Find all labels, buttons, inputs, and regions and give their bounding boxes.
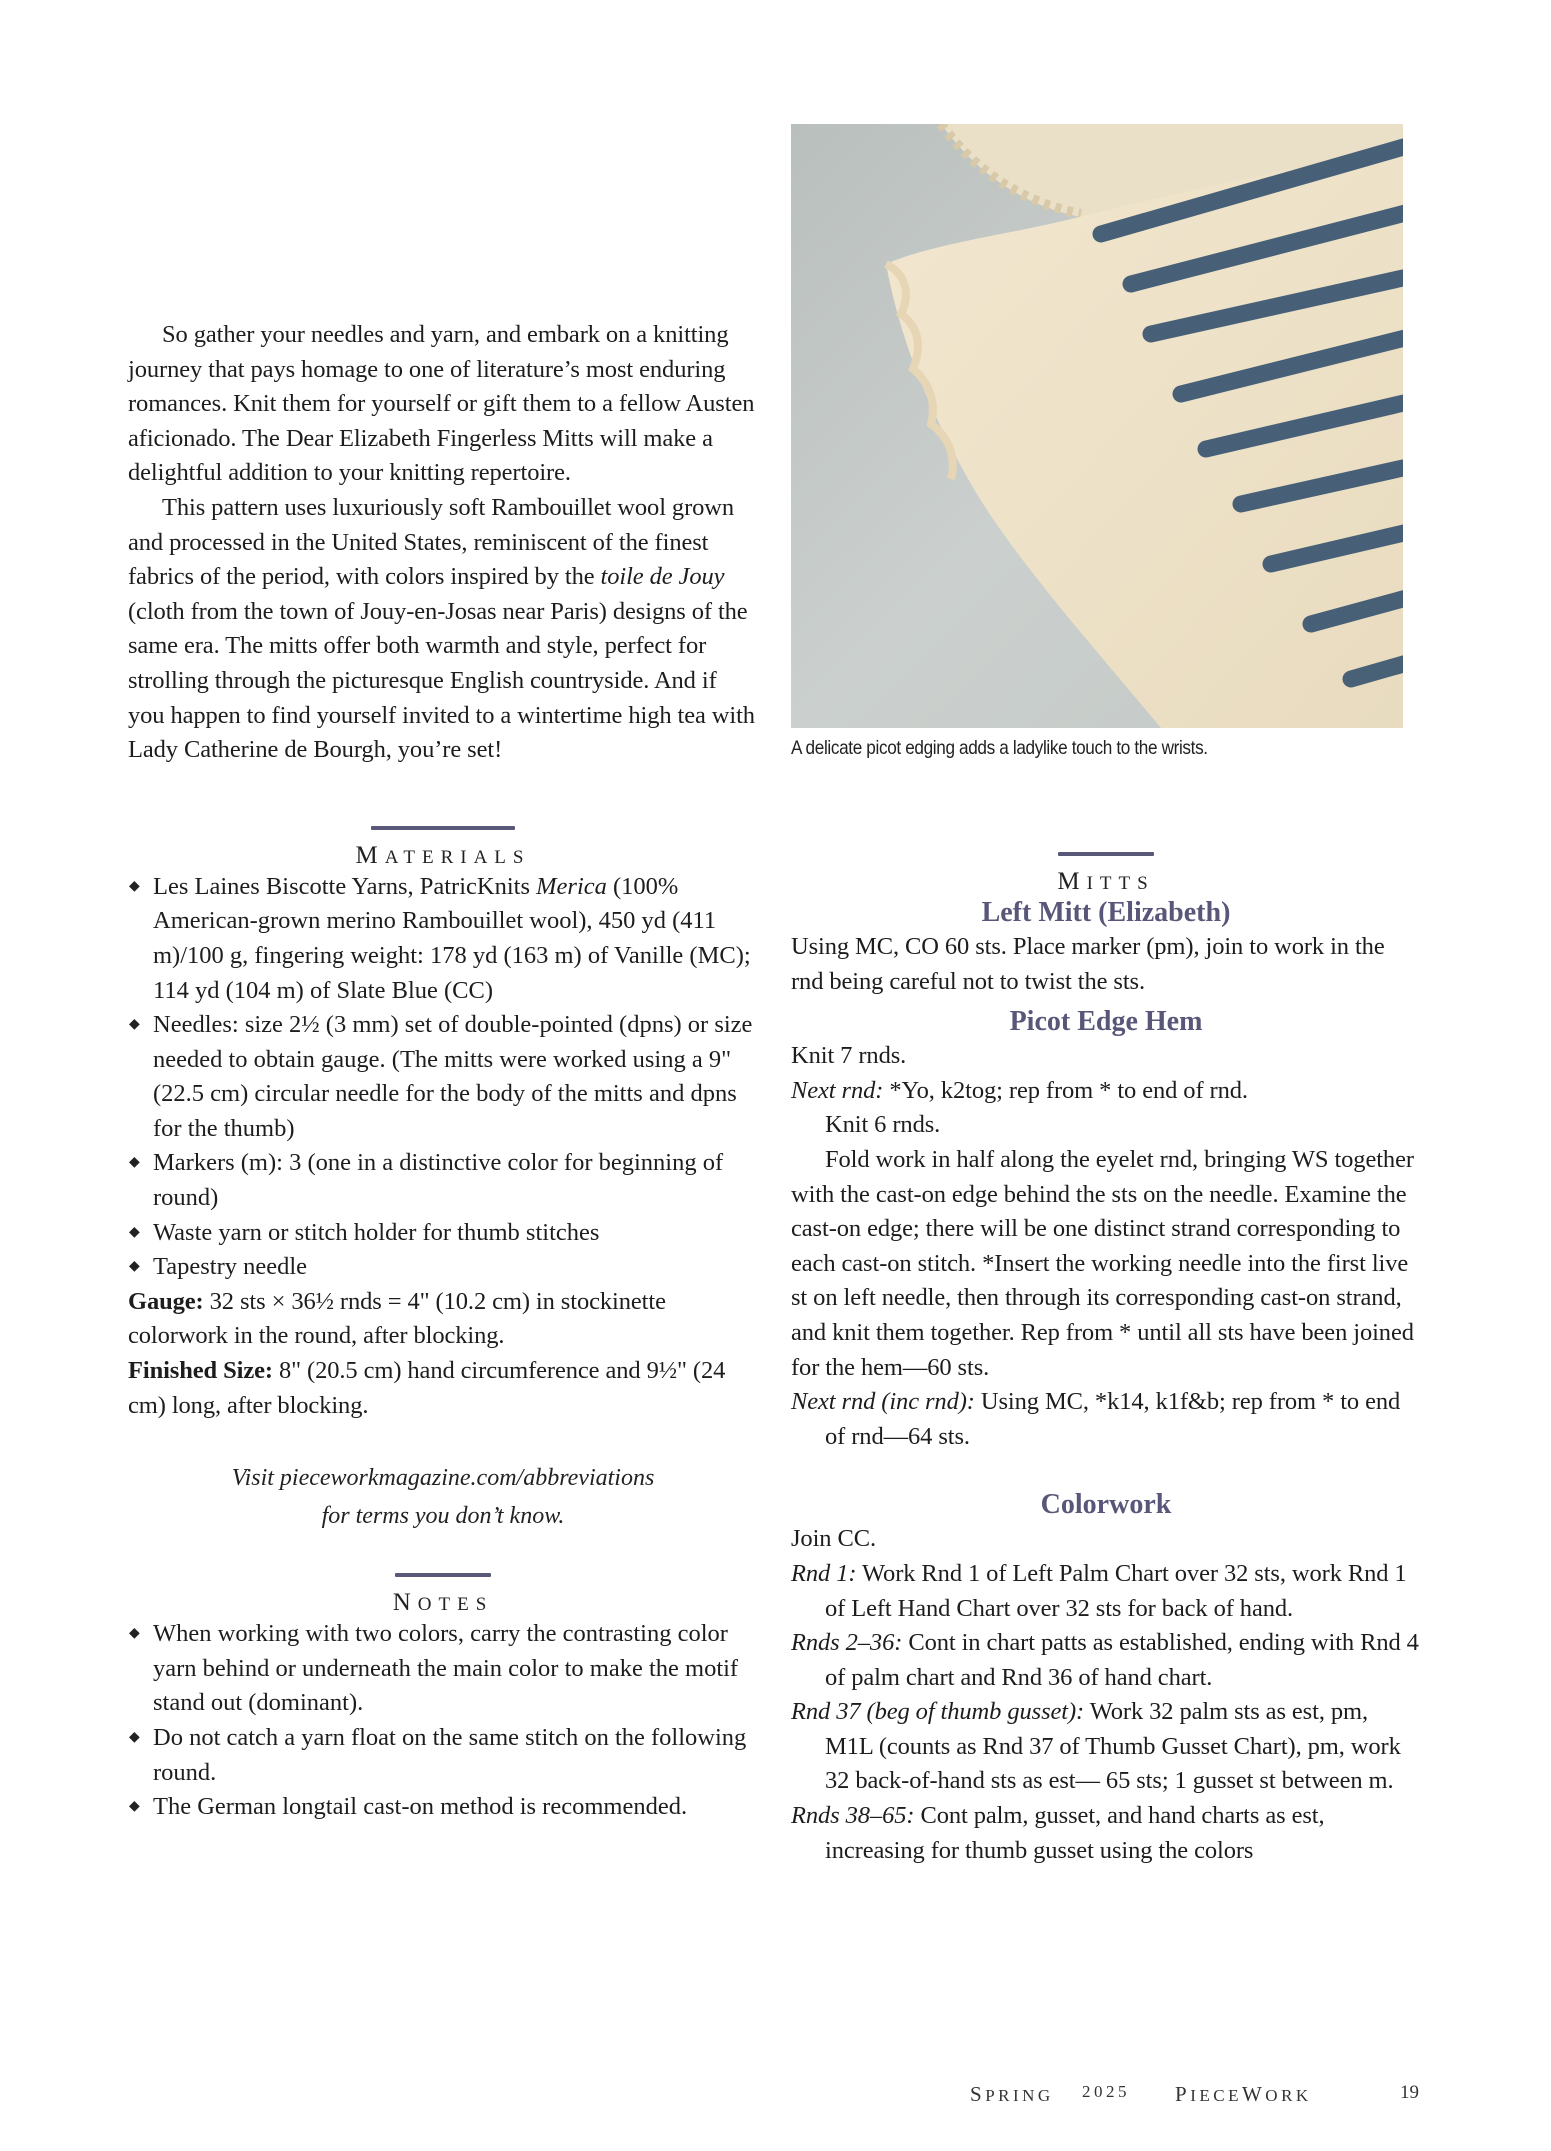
mitts-rule <box>1058 852 1154 856</box>
picot-line-3: Knit 6 rnds. <box>825 1111 941 1139</box>
notes-item: ◆ Do not catch a yarn float on the same stitch on the following round. <box>128 1721 758 1790</box>
diamond-bullet-icon: ◆ <box>129 1155 140 1171</box>
intro-paragraph-2: This pattern uses luxuriously soft Rambouillet wool grown and processed in the United States, reminiscent of the finest fabrics of the period, with colors inspired by the toile de Jouy (cloth from the town of Jouy-en-Josas near Paris) designs of the same era. The mitts offer both warmth and style, perfect for strolling through the picturesque English countryside. And if you happen to find yourself invited to a wintertime high tea with Lady Catherine de Bourgh, you’re set! <box>128 493 755 764</box>
colorwork-step: Rnd 37 (beg of thumb gusset): Work 32 palm sts as est, pm, M1L (counts as Rnd 37 of Thumb Gusset Chart), pm, work 32 back-of-hand sts as est— 65 sts; 1 gusset st between m. <box>791 1698 1401 1795</box>
materials-section <box>128 826 758 1536</box>
mitts-section <box>791 852 1421 1868</box>
picot-fold: Fold work in half along the eyelet rnd, bringing WS together with the cast-on edge behind the sts on the needle. Examine the cast-on edge; there will be one distinct strand corresponding to each cast-on stitch. *Insert the working needle into the first live st on left needle, then through its corresponding cast-on strand, and knit them together. Rep from * until all sts have been joined for the hem—60 sts. <box>791 1145 1414 1381</box>
right-column <box>791 124 1421 1868</box>
gauge: Gauge: 32 sts × 36½ rnds = 4" (10.2 cm) in stockinette colorwork in the round, after blocking. <box>128 1287 666 1350</box>
materials-heading: MATERIALS <box>355 841 531 869</box>
colorwork-title: Colorwork <box>1040 1489 1172 1521</box>
notes-rule <box>395 1573 491 1577</box>
notes-item: ◆ The German longtail cast-on method is recommended. <box>128 1790 758 1825</box>
materials-item: ◆ Tapestry needle <box>128 1250 758 1285</box>
picot-inc-rnd: Next rnd (inc rnd): Using MC, *k14, k1f&b; rep from * to end of rnd—64 sts. <box>791 1388 1401 1450</box>
materials-item: ◆ Les Laines Biscotte Yarns, PatricKnits Merica (100% American-grown merino Rambouillet wool), 450 yd (411 m)/100 g, fingering weight: 178 yd (163 m) of Vanille (MC); 114 yd (104 m) of Slate Blue (CC) <box>128 870 758 1008</box>
photo-caption: A delicate picot edging adds a ladylike touch to the wrists. <box>791 737 1208 759</box>
footer-season: SPRING <box>970 2082 1054 2106</box>
knitted-mitt-photo <box>791 124 1421 728</box>
finished-size: Finished Size: 8" (20.5 cm) hand circumference and 9½" (24 cm) long, after blocking. <box>128 1357 726 1419</box>
notes-section <box>128 1573 758 1825</box>
toile-de-jouy-term: toile de Jouy <box>600 563 725 591</box>
colorwork-step: Rnds 38–65: Cont palm, gusset, and hand charts as est, increasing for thumb gusset using the colors <box>791 1802 1325 1864</box>
picot-edge-hem-title: Picot Edge Hem <box>1009 1006 1203 1038</box>
left-mitt-title: Left Mitt (Elizabeth) <box>981 897 1231 928</box>
page-footer <box>970 2082 1430 2112</box>
colorwork-step: Rnd 1: Work Rnd 1 of Left Palm Chart over 32 sts, work Rnd 1 of Left Hand Chart over 32 sts for back of hand. <box>791 1559 1407 1622</box>
materials-item: ◆ Needles: size 2½ (3 mm) set of double-pointed (dpns) or size needed to obtain gauge. (The mitts were worked using a 9" (22.5 cm) circular needle for the body of the mitts and dpns for the thumb) <box>128 1008 758 1146</box>
diamond-bullet-icon: ◆ <box>129 878 140 894</box>
diamond-bullet-icon: ◆ <box>129 1259 140 1275</box>
picot-line-1: Knit 7 rnds. <box>791 1042 907 1070</box>
notes-heading: NOTES <box>392 1589 494 1617</box>
left-column <box>128 318 758 1825</box>
notes-list <box>128 1617 758 1825</box>
footer-year: 2025 <box>1082 2082 1130 2101</box>
diamond-bullet-icon: ◆ <box>129 1730 140 1745</box>
diamond-bullet-icon: ◆ <box>129 1224 140 1240</box>
diamond-bullet-icon: ◆ <box>129 1017 140 1033</box>
intro-paragraph-1: So gather your needles and yarn, and embark on a knitting journey that pays homage to one of literature’s most enduring romances. Knit them for yourself or gift them to a fellow Austen aficionado. The Dear Elizabeth Fingerless Mitts will make a delightful addition to your knitting repertoire. <box>128 321 755 487</box>
left-mitt-text: Using MC, CO 60 sts. Place marker (pm), join to work in the rnd being careful not to twist the sts. <box>791 933 1385 995</box>
materials-list <box>128 870 758 1285</box>
colorwork-step: Rnds 2–36: Cont in chart patts as established, ending with Rnd 4 of palm chart and Rnd 36 of hand chart. <box>791 1629 1419 1691</box>
page-number: 19 <box>1400 2082 1419 2103</box>
colorwork-join: Join CC. <box>791 1525 876 1553</box>
picot-next-rnd: Next rnd: *Yo, k2tog; rep from * to end of rnd. <box>791 1076 1248 1104</box>
materials-rule <box>371 826 515 830</box>
footer-magazine-name: PIECEWORK <box>1175 2082 1312 2106</box>
notes-item: ◆ When working with two colors, carry the contrasting color yarn behind or underneath the main color to make the motif stand out (dominant). <box>128 1617 758 1721</box>
materials-item: ◆ Markers (m): 3 (one in a distinctive color for beginning of round) <box>128 1146 758 1215</box>
abbreviations-link[interactable]: Visit pieceworkmagazine.com/abbreviations for terms you don’t know. <box>231 1465 655 1530</box>
materials-item: ◆ Waste yarn or stitch holder for thumb stitches <box>128 1216 758 1251</box>
knitted-mitt-image <box>791 124 1421 728</box>
mitts-heading: MITTS <box>1057 868 1155 895</box>
diamond-bullet-icon: ◆ <box>129 1799 140 1815</box>
diamond-bullet-icon: ◆ <box>129 1626 140 1642</box>
